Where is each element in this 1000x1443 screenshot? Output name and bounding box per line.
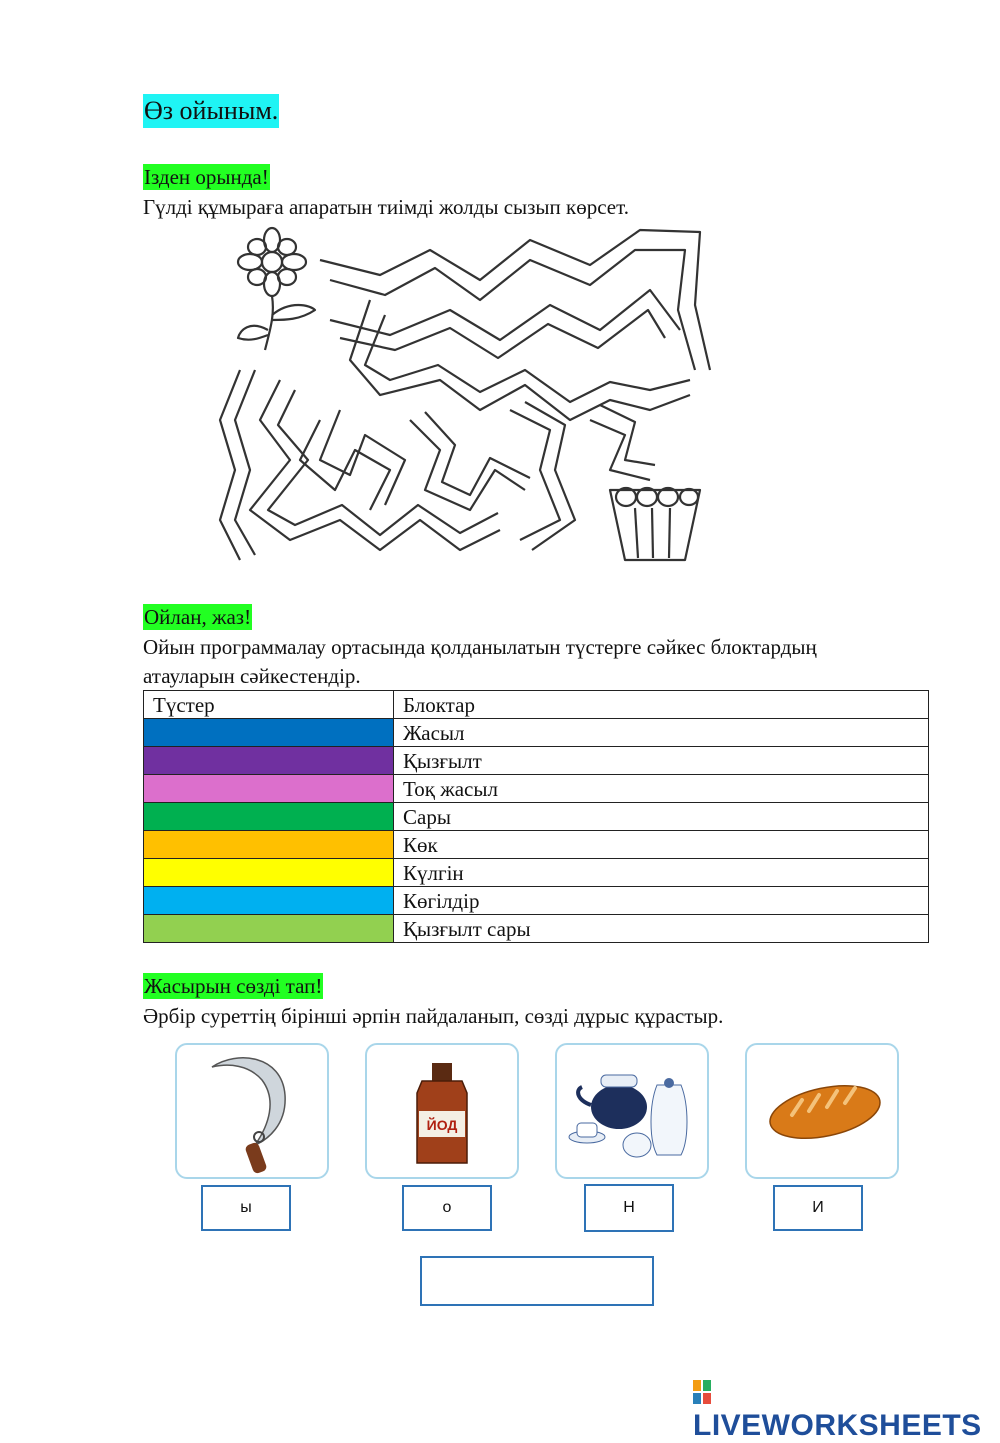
color-swatch <box>144 803 394 831</box>
picture-card-tea-set <box>555 1043 709 1179</box>
table-row <box>144 887 929 915</box>
block-name[interactable]: Көгілдір <box>394 887 929 915</box>
color-swatch <box>144 719 394 747</box>
block-name[interactable]: Қызғылт <box>394 747 929 775</box>
sickle-icon <box>177 1045 327 1177</box>
table-header-row <box>144 691 929 719</box>
picture-card-sickle <box>175 1043 329 1179</box>
picture-card-iodine <box>365 1043 519 1179</box>
liveworksheets-logo <box>693 1375 1000 1443</box>
section-heading-think: Ойлан, жаз! <box>144 605 252 629</box>
table-row <box>144 831 929 859</box>
block-name[interactable]: Күлгін <box>394 859 929 887</box>
block-name[interactable]: Тоқ жасыл <box>394 775 929 803</box>
table-row <box>144 859 929 887</box>
section-instruction-colors-2: атауларын сәйкестендір. <box>143 664 361 688</box>
iodine-label: ЙОД <box>426 1117 458 1133</box>
block-name[interactable]: Қызғылт сары <box>394 915 929 943</box>
header-blocks: Блоктар <box>394 691 929 719</box>
color-swatch <box>144 775 394 803</box>
block-name[interactable]: Сары <box>394 803 929 831</box>
section-instruction-word: Әрбір суреттің бірінші әрпін пайдаланып, сөзді дұрыс құрастыр. <box>143 1004 724 1028</box>
letter-box-1[interactable]: ы <box>201 1185 291 1231</box>
answer-input[interactable] <box>420 1256 654 1306</box>
header-colors: Түстер <box>144 691 394 719</box>
table-row <box>144 719 929 747</box>
maze-image <box>180 220 760 570</box>
page-title: Өз ойыным. <box>143 94 279 128</box>
table-row <box>144 747 929 775</box>
color-swatch <box>144 887 394 915</box>
color-swatch <box>144 859 394 887</box>
table-row <box>144 915 929 943</box>
section-instruction-maze: Гүлді құмыраға апаратын тиімді жолды сызып көрсет. <box>143 195 629 219</box>
color-swatch <box>144 831 394 859</box>
brand-name: LIVEWORKSHEETS <box>693 1409 982 1442</box>
colors-blocks-table <box>143 690 929 943</box>
picture-card-bread <box>745 1043 899 1179</box>
block-name[interactable]: Жасыл <box>394 719 929 747</box>
tea-set-icon <box>557 1045 707 1177</box>
liveworksheets-icon <box>693 1378 711 1402</box>
letter-box-2[interactable]: о <box>402 1185 492 1231</box>
section-heading-search: Ізден орында! <box>144 165 269 189</box>
letter-box-4[interactable]: И <box>773 1185 863 1231</box>
color-swatch <box>144 747 394 775</box>
section-heading-hidden-word: Жасырын сөзді тап! <box>144 974 323 998</box>
color-swatch <box>144 915 394 943</box>
section-instruction-colors-1: Ойын программалау ортасында қолданылатын түстерге сәйкес блоктардың <box>143 635 817 659</box>
table-row <box>144 803 929 831</box>
table-row <box>144 775 929 803</box>
iodine-bottle-icon <box>367 1045 517 1177</box>
bread-loaf-icon <box>747 1045 897 1177</box>
letter-box-3[interactable]: Н <box>584 1184 674 1232</box>
block-name[interactable]: Көк <box>394 831 929 859</box>
